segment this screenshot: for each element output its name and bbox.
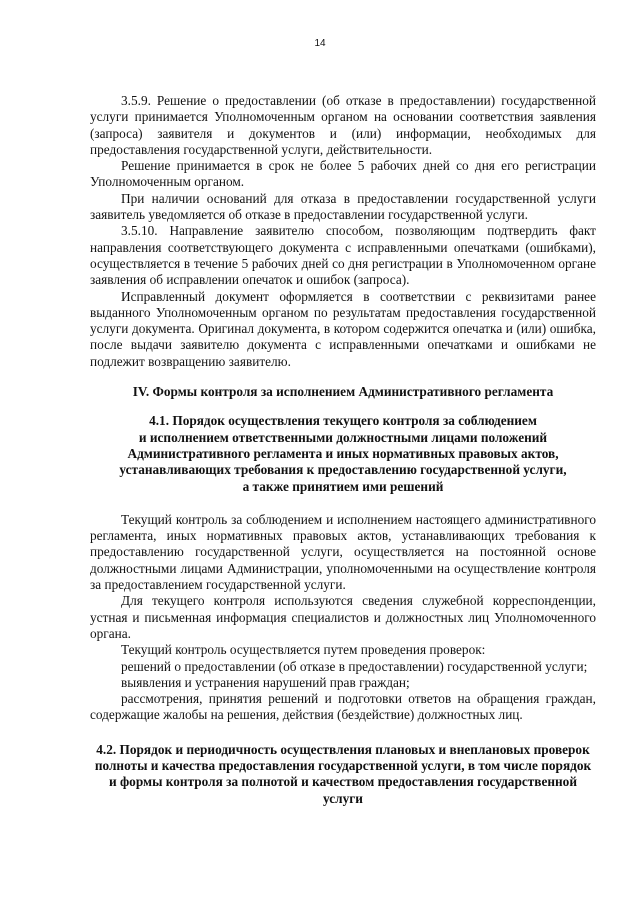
paragraph: При наличии оснований для отказа в предоставлении государственной услуги заявитель уведомляется об отказе в предоставлении государственной услуги. <box>90 190 596 223</box>
paragraph: решений о предоставлении (об отказе в предоставлении) государственной услуги; <box>121 658 588 674</box>
heading-line: и исполнением ответственными должностными лицами положений Административного регламента и иных нормативных правовых актов, устанавливающих требования к предоставлению государственной услуги, <box>119 429 567 478</box>
paragraph: Исправленный документ оформляется в соответствии с реквизитами ранее выданного Уполномоченным органом по результатам предоставления государственной услуги документа. Оригинал документа, в котором содержится опечатка и (или) ошибка, после выдачи заявителю документа с исправленными опечатками и ошибками не подлежит возвращению заявителю. <box>90 288 596 369</box>
page-number: 14 <box>314 38 326 49</box>
paragraph: 3.5.9. Решение о предоставлении (об отказе в предоставлении) государственной услуги принимается Уполномоченным органом на основании соответствия заявления (запроса) заявителя и документов и (или) информации, необходимых для предоставления государственной услуги, действительности. <box>90 93 596 157</box>
paragraph: Решение принимается в срок не более 5 рабочих дней со дня его регистрации Уполномоченным органом. <box>90 158 596 190</box>
heading-line: а также принятием ими решений <box>242 478 444 494</box>
paragraph: выявления и устранения нарушений прав граждан; <box>121 674 410 690</box>
section-heading: IV. Формы контроля за исполнением Административного регламента <box>132 384 554 400</box>
paragraph: рассмотрения, принятия решений и подготовки ответов на обращения граждан, содержащие жалобы на решения, действия (бездействие) должностных лиц. <box>90 691 596 723</box>
paragraph: Текущий контроль осуществляется путем проведения проверок: <box>121 642 486 658</box>
document-body <box>90 93 596 807</box>
subsection-heading-4-1 <box>90 413 596 494</box>
subsection-heading-4-2: 4.2. Порядок и периодичность осуществления плановых и внеплановых проверок полноты и качества предоставления государственной услуги, в том числе порядок и формы контроля за полнотой и качеством предоставления государственной услуги <box>94 741 592 806</box>
paragraph: 3.5.10. Направление заявителю способом, позволяющим подтвердить факт направления соответствующего документа с исправленными опечатками (ошибками), осуществляется в течение 5 рабочих дней со дня регистрации в Уполномоченном органе заявления об исправлении опечаток и ошибок (запроса). <box>90 223 596 288</box>
paragraph: Текущий контроль за соблюдением и исполнением настоящего административного регламента, иных нормативных правовых актов, устанавливающих требования к предоставлению государственной услуги, осуществляется на постоянной основе должностными лицами Администрации, уполномоченными на осуществление контроля за предоставлением государственной услуги. <box>90 511 596 593</box>
heading-line: 4.1. Порядок осуществления текущего контроля за соблюдением <box>149 413 537 429</box>
paragraph: Для текущего контроля используются сведения служебной корреспонденции, устная и письменная информация специалистов и должностных лиц Уполномоченного органа. <box>90 593 596 641</box>
